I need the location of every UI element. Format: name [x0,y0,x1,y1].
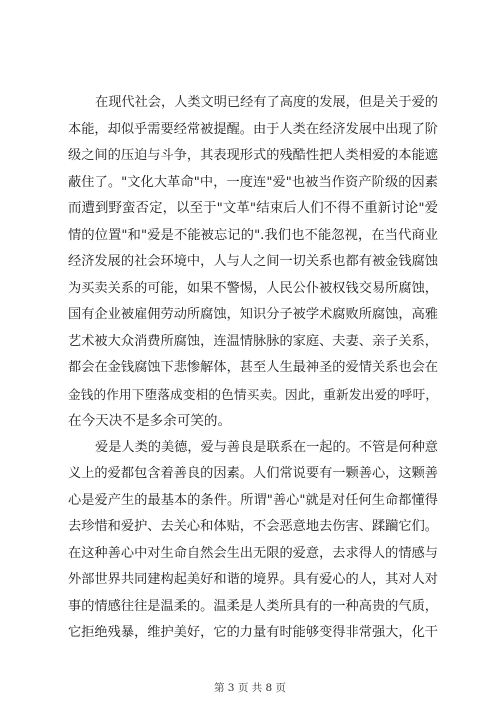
text-line: 在今天决不是多余可笑的。 [68,413,232,429]
text-line: 事的情感往往是温柔的。温柔是人类所具有的一种高贵的气质， [68,598,438,614]
text-line: 爱是人类的美德，爱与善良是联系在一起的。不管是何种意 [95,439,438,455]
page-number: 第 3 页 共 8 页 [213,682,287,694]
text-line: 在现代社会，人类文明已经有了高度的发展，但是关于爱的 [95,95,438,110]
paragraph-1 [68,90,438,435]
text-line: 去珍惜和爱护、去关心和体贴，不会恶意地去伤害、蹂躏它们。 [68,519,438,534]
text-line: 经济发展的社会环境中，人与人之间一切关系也都有被金钱腐蚀 [68,254,438,269]
text-line: 义上的爱都包含着善良的因素。人们常说要有一颗善心，这颗善 [68,466,438,481]
text-line: 艺术被大众消费所腐蚀，连温情脉脉的家庭、夫妻、亲子关系， [68,333,438,349]
paragraph-2 [68,435,438,647]
text-line: 级之间的压迫与斗争，其表现形式的残酷性把人类相爱的本能遮 [68,148,438,163]
text-line: 本能，却似乎需要经常被提醒。由于人类在经济发展中出现了阶 [68,121,438,137]
text-line: 金钱的作用下堕落成变相的色情买卖。因此，重新发出爱的呼吁， [68,386,438,402]
text-line: 而遭到野蛮否定，以至于"文革"结束后人们不得不重新讨论"爱 [68,201,438,216]
text-line: 都会在金钱腐蚀下悲惨解体，甚至人生最神圣的爱情关系也会在 [68,360,438,375]
text-line: 情的位置"和"爱是不能被忘记的".我们也不能忽视，在当代商业 [68,227,438,243]
text-line: 心是爱产生的最基本的条件。所谓"善心"就是对任何生命都懂得 [68,492,438,508]
body-text [68,90,438,647]
text-line: 它拒绝残暴，维护美好，它的力量有时能够变得非常强大，化干 [68,625,438,640]
text-line: 为买卖关系的可能，如果不警惕，人民公仆被权钱交易所腐蚀， [68,280,438,296]
text-line: 蔽住了。"文化大革命"中，一度连"爱"也被当作资产阶级的因素 [68,174,438,190]
text-line: 外部世界共同建构起美好和谐的境界。具有爱心的人，其对人对 [68,572,438,587]
text-line: 在这种善心中对生命自然会生出无限的爱意，去求得人的情感与 [68,545,438,561]
page-footer [0,680,500,695]
text-line: 国有企业被雇佣劳动所腐蚀，知识分子被学术腐败所腐蚀，高雅 [68,307,438,322]
